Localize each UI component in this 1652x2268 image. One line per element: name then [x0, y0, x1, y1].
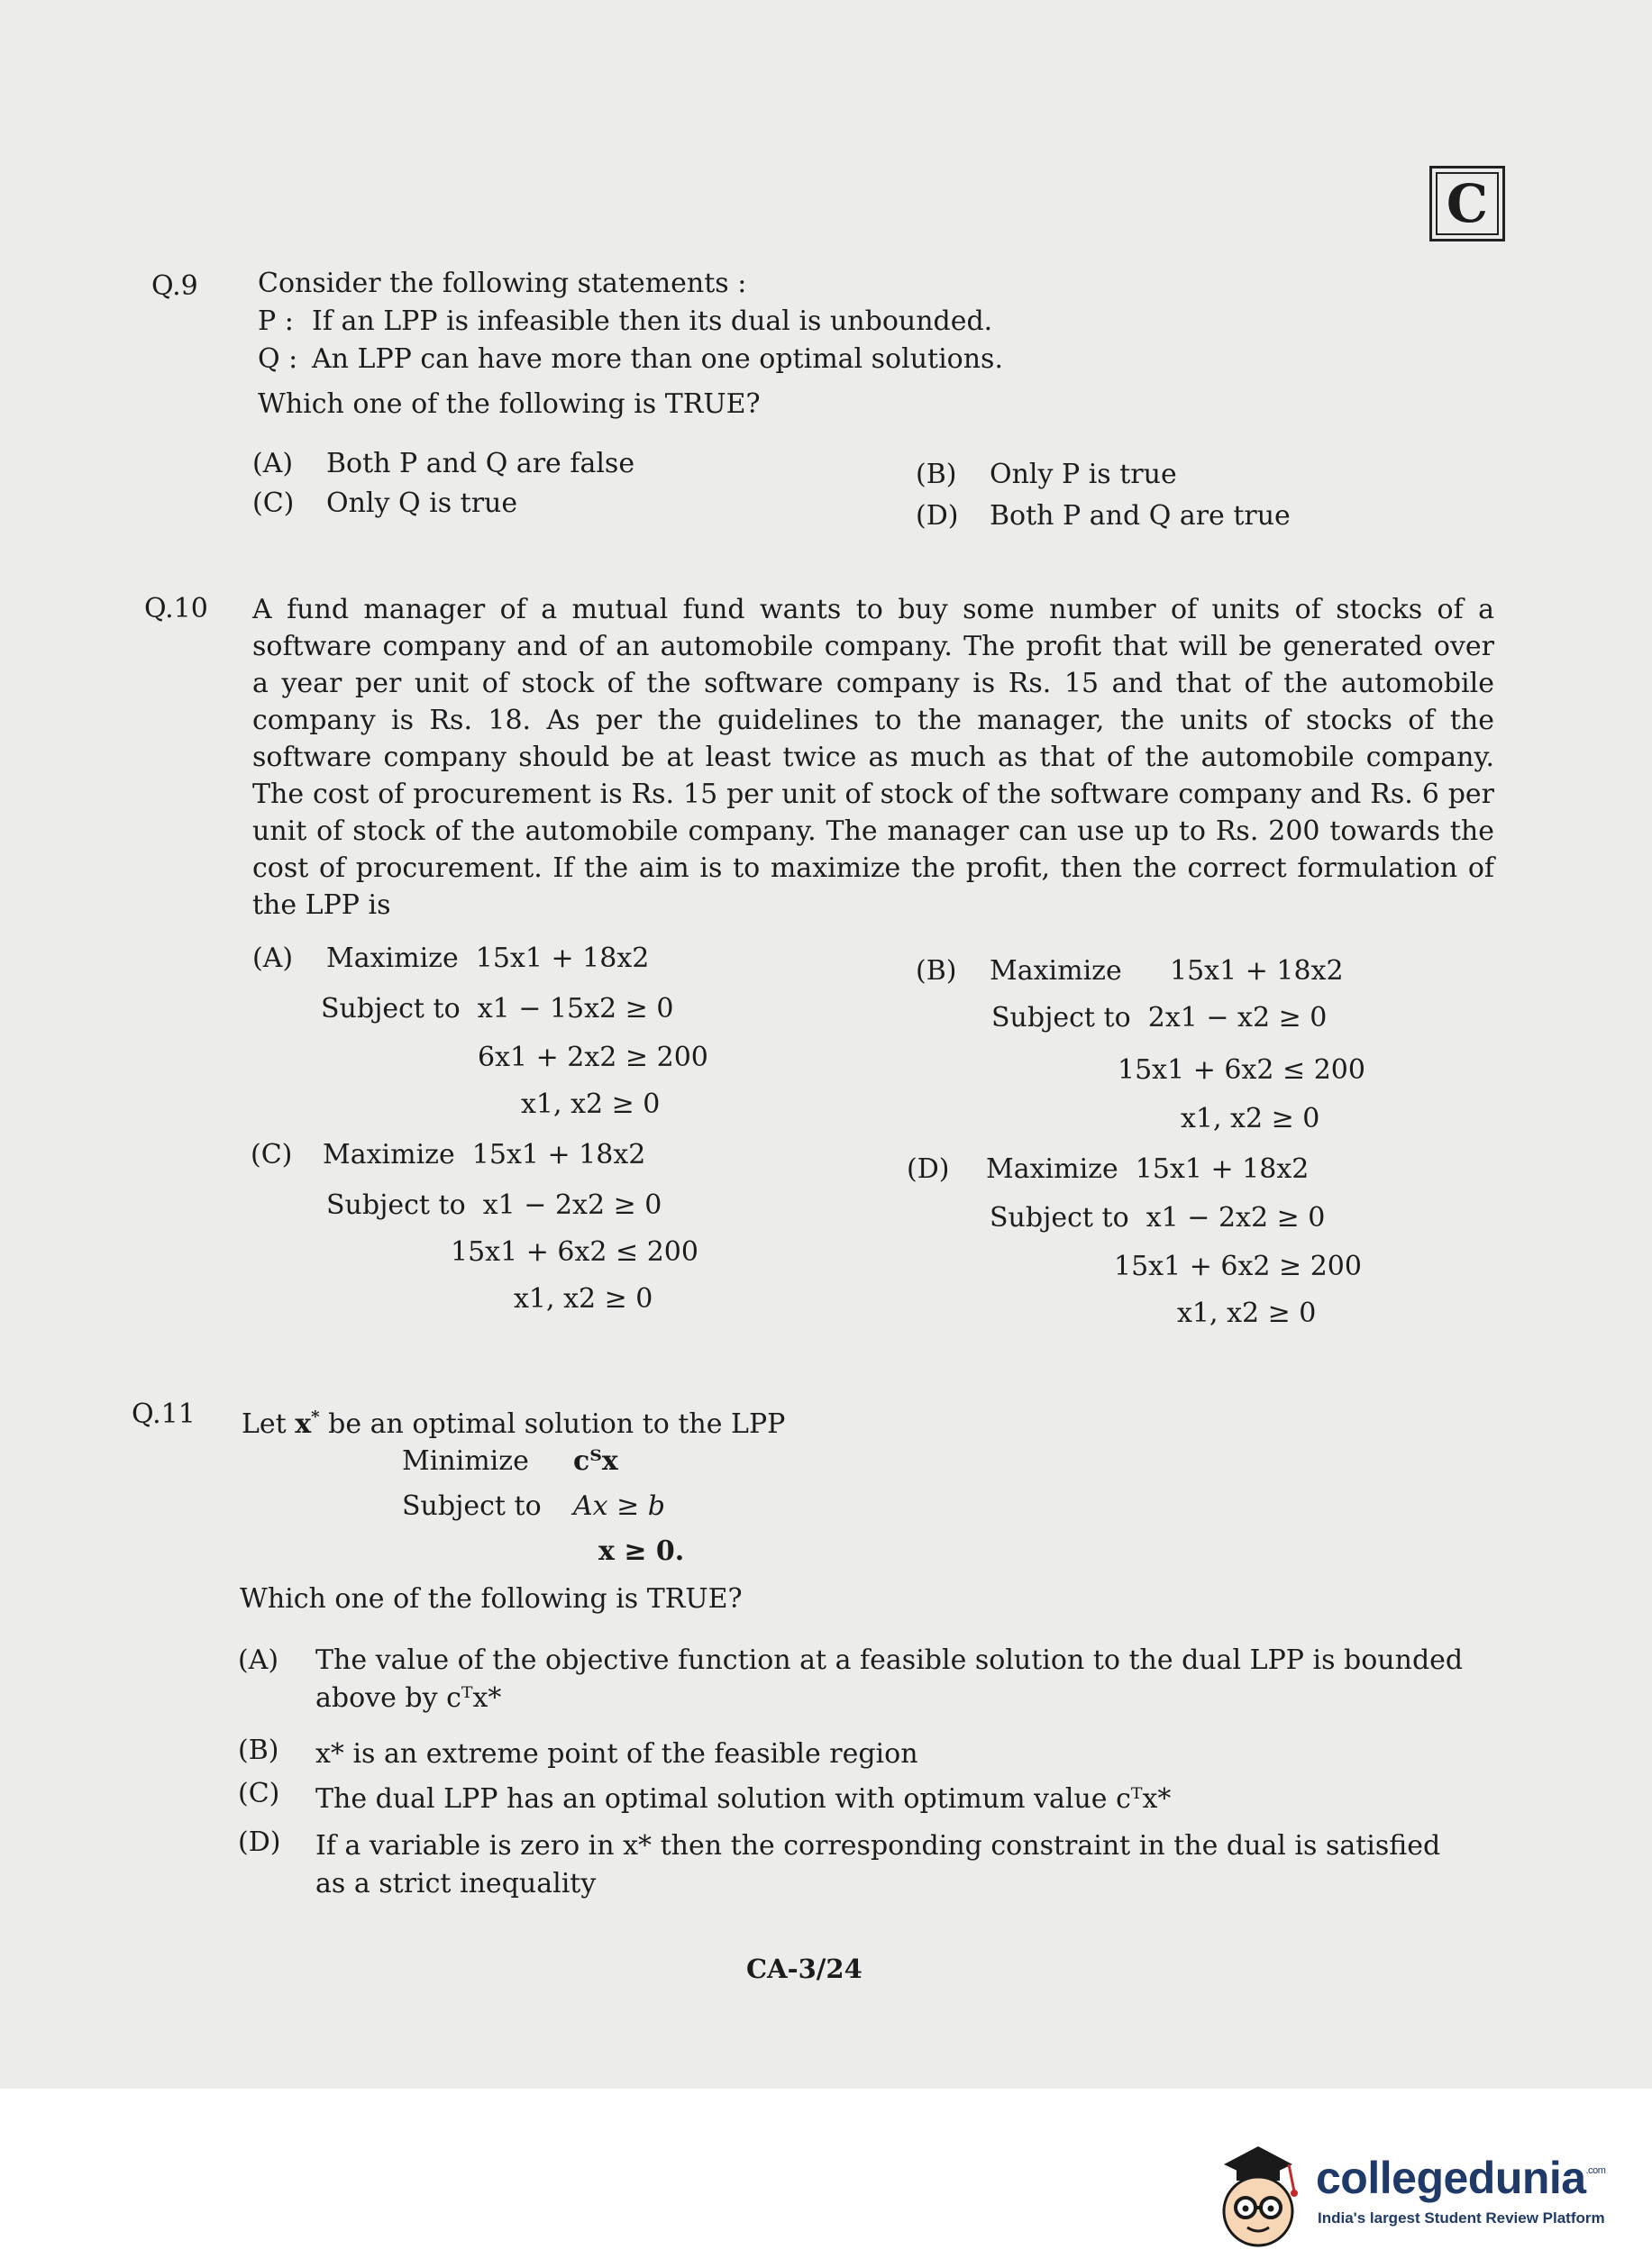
option-text: x* is an extreme point of the feasible region	[315, 1738, 918, 1770]
subject-word: Subject to	[991, 1002, 1131, 1034]
x-star-symbol: x*	[295, 1407, 320, 1440]
q9-option-a[interactable]	[252, 445, 634, 482]
q10-line: unit of stock of the automobile company. The manager can use up to Rs. 200 towards the	[252, 815, 1494, 847]
constraint-2: 15x1 + 6x2 ≥ 200	[1114, 1251, 1362, 1282]
q11-nonnegativity: x ≥ 0.	[598, 1535, 685, 1567]
option-label: (A)	[252, 448, 294, 479]
q9-q-label: Q :	[258, 343, 298, 375]
constraint-1: x1 − 15x2 ≥ 0	[477, 993, 674, 1025]
objective: 15x1 + 18x2	[471, 1139, 646, 1170]
q9-option-b[interactable]	[916, 456, 1177, 493]
option-label: (D)	[238, 1826, 281, 1858]
q10-line: the LPP is	[252, 889, 391, 921]
option-text: above by cᵀx*	[315, 1682, 502, 1714]
nonnegativity: x1, x2 ≥ 0	[1177, 1298, 1317, 1329]
q9-p-label: P :	[258, 305, 294, 337]
option-text: If a variable is zero in x* then the corresponding constraint in the dual is satisfied	[315, 1830, 1441, 1862]
option-text: Only P is true	[990, 459, 1177, 490]
q10-line: company is Rs. 18. As per the guidelines to the manager, the units of stocks of the	[252, 705, 1494, 736]
q10-body	[252, 591, 1494, 924]
q10-line: cost of procurement. If the aim is to maximize the profit, then the correct formulation of	[252, 852, 1494, 884]
q9-number: Q.9	[151, 270, 198, 302]
objective: 15x1 + 18x2	[1135, 1153, 1310, 1185]
q9-option-c[interactable]	[252, 485, 517, 522]
option-label: (C)	[252, 487, 295, 519]
nonnegativity: x1, x2 ≥ 0	[514, 1283, 653, 1315]
constraint-2: 15x1 + 6x2 ≤ 200	[1118, 1054, 1365, 1086]
q9-p-text: If an LPP is infeasible then its dual is unbounded.	[312, 305, 993, 337]
q10-line: a year per unit of stock of the software company is Rs. 15 and that of the automobile	[252, 668, 1494, 699]
maximize-word: Maximize	[326, 943, 459, 974]
constraint-2: 6x1 + 2x2 ≥ 200	[478, 1042, 708, 1073]
q10-line: A fund manager of a mutual fund wants to buy some number of units of stocks of a	[252, 594, 1494, 625]
q9-intro: Consider the following statements :	[258, 268, 747, 299]
constraint-1: x1 − 2x2 ≥ 0	[1145, 1202, 1326, 1234]
q9-option-d[interactable]	[916, 497, 1291, 534]
option-text: Only Q is true	[326, 487, 518, 519]
constraint-1: x1 − 2x2 ≥ 0	[482, 1189, 662, 1221]
maximize-word: Maximize	[990, 955, 1122, 987]
option-label: (D)	[916, 500, 959, 532]
q9-ask: Which one of the following is TRUE?	[258, 388, 761, 420]
constraint-2: 15x1 + 6x2 ≤ 200	[451, 1236, 698, 1268]
option-label: (B)	[916, 955, 957, 987]
student-mascot-icon	[1206, 2137, 1312, 2251]
maximize-word: Maximize	[986, 1153, 1118, 1185]
subject-word: Subject to	[402, 1490, 542, 1522]
brand-suffix: .com	[1585, 2165, 1606, 2176]
objective: 15x1 + 18x2	[1170, 955, 1344, 987]
q9-q-text: An LPP can have more than one optimal solutions.	[312, 343, 1003, 375]
minimize-word: Minimize	[402, 1445, 529, 1477]
subject-word: Subject to	[321, 993, 461, 1025]
option-text: The dual LPP has an optimal solution with optimum value cᵀx*	[315, 1783, 1172, 1815]
option-text: as a strict inequality	[315, 1868, 597, 1899]
brand-text: collegedunia	[1316, 2153, 1586, 2203]
q10-line: The cost of procurement is Rs. 15 per unit of stock of the software company and Rs. 6 per	[252, 779, 1494, 810]
option-label: (A)	[252, 943, 294, 974]
q10-number: Q.10	[144, 593, 208, 624]
brand-tagline: India's largest Student Review Platform	[1318, 2209, 1605, 2227]
q11-number: Q.11	[132, 1398, 196, 1430]
q11-objective: cᵀx	[573, 1445, 618, 1477]
option-label: (C)	[251, 1139, 293, 1170]
option-text: The value of the objective function at a feasible solution to the dual LPP is bounded	[315, 1644, 1464, 1676]
q11-constraint: Ax ≥ b	[573, 1490, 665, 1522]
option-label: (B)	[916, 459, 957, 490]
nonnegativity: x1, x2 ≥ 0	[521, 1088, 661, 1120]
option-label: (A)	[238, 1644, 279, 1676]
option-label: (B)	[238, 1735, 279, 1766]
set-code: C	[1436, 172, 1499, 235]
q10-line: software company should be at least twice as much as that of the automobile company.	[252, 742, 1494, 773]
option-text: Both P and Q are false	[326, 448, 635, 479]
q11-intro-a: Let	[242, 1408, 287, 1440]
set-code-box	[1429, 166, 1505, 241]
brand-name	[1316, 2152, 1605, 2204]
objective: 15x1 + 18x2	[475, 943, 650, 974]
q11-ask: Which one of the following is TRUE?	[240, 1583, 743, 1615]
q10-line: software company and of an automobile company. The profit that will be generated over	[252, 631, 1494, 662]
subject-word: Subject to	[990, 1202, 1129, 1234]
option-label: (D)	[907, 1153, 950, 1185]
maximize-word: Maximize	[323, 1139, 455, 1170]
subject-word: Subject to	[326, 1189, 466, 1221]
constraint-1: 2x1 − x2 ≥ 0	[1147, 1002, 1328, 1034]
option-label: (C)	[238, 1778, 280, 1809]
option-text: Both P and Q are true	[990, 500, 1291, 532]
q11-intro-b: be an optimal solution to the LPP	[328, 1408, 786, 1440]
nonnegativity: x1, x2 ≥ 0	[1181, 1103, 1320, 1134]
page-code: CA-3/24	[746, 1954, 863, 1984]
